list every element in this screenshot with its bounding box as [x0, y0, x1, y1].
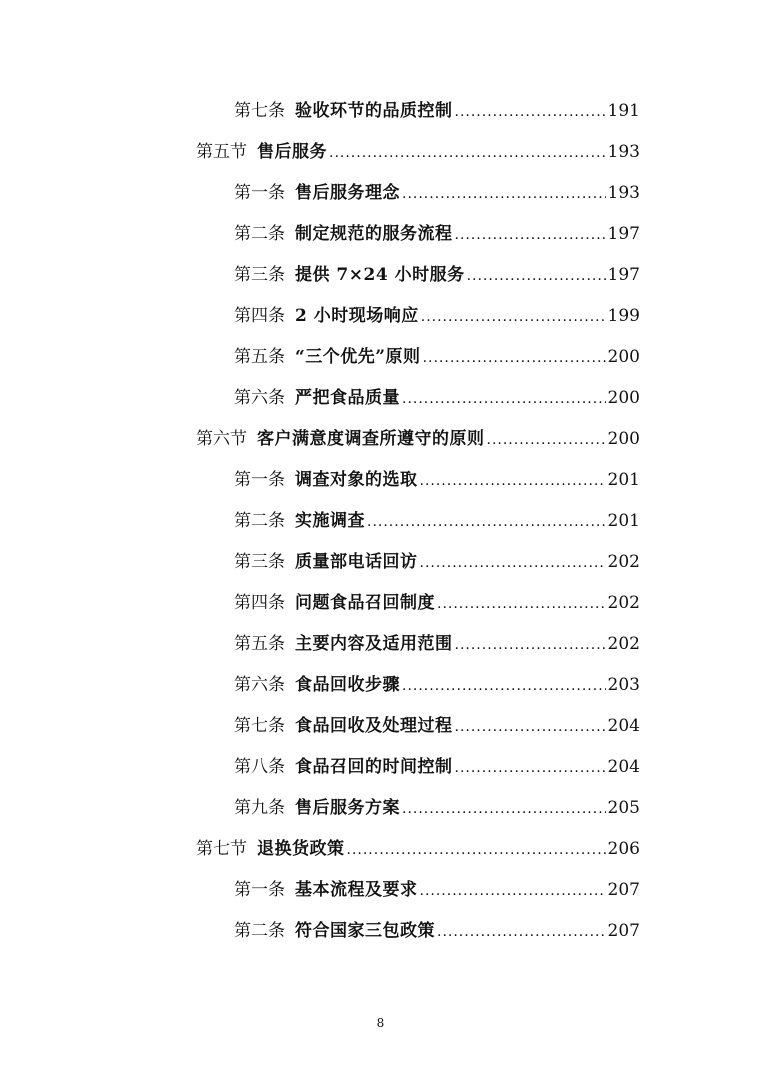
entry-page: 203 — [607, 675, 640, 695]
entry-number: 第二条 — [234, 921, 285, 941]
dot-leader — [455, 97, 606, 127]
entry-number: 第四条 — [234, 593, 285, 613]
entry-title: 符合国家三包政策 — [295, 921, 435, 941]
entry-number: 第七条 — [234, 716, 285, 736]
entry-page: 201 — [607, 470, 640, 490]
dot-leader — [402, 671, 606, 701]
entry-page: 204 — [607, 716, 640, 736]
toc-entry[interactable] — [234, 219, 640, 249]
toc-entry[interactable] — [196, 424, 640, 454]
entry-title: 售后服务方案 — [295, 798, 400, 818]
page-number: 8 — [376, 1016, 385, 1030]
entry-title: 主要内容及适用范围 — [295, 634, 453, 654]
entry-title: 2 小时现场响应 — [295, 306, 419, 326]
entry-title: 食品回收步骤 — [295, 675, 400, 695]
toc-entry[interactable] — [196, 834, 640, 864]
entry-page: 200 — [607, 388, 640, 408]
entry-page: 206 — [607, 839, 640, 859]
toc-entry[interactable] — [234, 916, 640, 946]
dot-leader — [402, 179, 606, 209]
entry-number: 第一条 — [234, 183, 285, 203]
dot-leader — [467, 261, 606, 291]
entry-title: 问题食品召回制度 — [295, 593, 435, 613]
entry-number: 第六条 — [234, 675, 285, 695]
entry-number: 第五条 — [234, 634, 285, 654]
entry-page: 204 — [607, 757, 640, 777]
toc-entry[interactable] — [234, 342, 640, 372]
entry-title: 售后服务 — [257, 142, 327, 162]
toc-entry[interactable] — [234, 711, 640, 741]
dot-leader — [455, 220, 606, 250]
dot-leader — [402, 384, 606, 414]
toc-entry[interactable] — [234, 301, 640, 331]
toc-entry[interactable] — [234, 670, 640, 700]
toc-entry[interactable] — [196, 137, 640, 167]
entry-title: 食品回收及处理过程 — [295, 716, 453, 736]
entry-page: 202 — [607, 634, 640, 654]
dot-leader — [437, 917, 606, 947]
dot-leader — [420, 466, 606, 496]
toc-entry[interactable] — [234, 629, 640, 659]
dot-leader — [455, 753, 606, 783]
entry-number: 第一条 — [234, 470, 285, 490]
entry-page: 197 — [607, 265, 640, 285]
entry-number: 第九条 — [234, 798, 285, 818]
entry-page: 193 — [607, 142, 640, 162]
toc-entry[interactable] — [234, 96, 640, 126]
dot-leader — [329, 138, 606, 168]
toc-entry[interactable] — [234, 178, 640, 208]
entry-number: 第五节 — [196, 142, 247, 162]
dot-leader — [423, 343, 606, 373]
toc-entry[interactable] — [234, 383, 640, 413]
toc-entry[interactable] — [234, 260, 640, 290]
entry-page: 191 — [607, 101, 640, 121]
entry-page: 200 — [607, 429, 640, 449]
entry-page: 205 — [607, 798, 640, 818]
toc-entry[interactable] — [234, 547, 640, 577]
entry-title: 基本流程及要求 — [295, 880, 418, 900]
dot-leader — [455, 712, 606, 742]
entry-title: 退换货政策 — [257, 839, 345, 859]
entry-title: 售后服务理念 — [295, 183, 400, 203]
dot-leader — [367, 507, 606, 537]
dot-leader — [402, 794, 606, 824]
entry-title: 质量部电话回访 — [295, 552, 418, 572]
toc-entry[interactable] — [234, 465, 640, 495]
toc-entry[interactable] — [234, 752, 640, 782]
entry-page: 202 — [607, 593, 640, 613]
entry-number: 第二条 — [234, 224, 285, 244]
entry-number: 第八条 — [234, 757, 285, 777]
entry-title: 制定规范的服务流程 — [295, 224, 453, 244]
entry-title: 食品召回的时间控制 — [295, 757, 453, 777]
dot-leader — [420, 548, 606, 578]
entry-number: 第三条 — [234, 265, 285, 285]
entry-page: 201 — [607, 511, 640, 531]
entry-page: 193 — [607, 183, 640, 203]
entry-title: 验收环节的品质控制 — [295, 101, 453, 121]
entry-page: 207 — [607, 921, 640, 941]
dot-leader — [437, 589, 606, 619]
entry-number: 第五条 — [234, 347, 285, 367]
toc-entry[interactable] — [234, 875, 640, 905]
entry-title: 调查对象的选取 — [295, 470, 418, 490]
entry-number: 第六条 — [234, 388, 285, 408]
entry-title: “三个优先”原则 — [295, 347, 421, 367]
entry-page: 199 — [607, 306, 640, 326]
dot-leader — [421, 302, 606, 332]
toc-entry[interactable] — [234, 506, 640, 536]
entry-title: 客户满意度调查所遵守的原则 — [257, 429, 485, 449]
entry-title: 严把食品质量 — [295, 388, 400, 408]
toc-entry[interactable] — [234, 793, 640, 823]
entry-number: 第二条 — [234, 511, 285, 531]
entry-title: 实施调查 — [295, 511, 365, 531]
toc-entry[interactable] — [234, 588, 640, 618]
entry-page: 202 — [607, 552, 640, 572]
entry-page: 197 — [607, 224, 640, 244]
entry-page: 207 — [607, 880, 640, 900]
dot-leader — [420, 876, 606, 906]
entry-number: 第六节 — [196, 429, 247, 449]
entry-number: 第一条 — [234, 880, 285, 900]
entry-number: 第七条 — [234, 101, 285, 121]
entry-number: 第三条 — [234, 552, 285, 572]
entry-title: 提供 7×24 小时服务 — [295, 265, 465, 285]
entry-number: 第四条 — [234, 306, 285, 326]
dot-leader — [487, 425, 606, 455]
entry-number: 第七节 — [196, 839, 247, 859]
dot-leader — [455, 630, 606, 660]
entry-page: 200 — [607, 347, 640, 367]
dot-leader — [347, 835, 606, 865]
